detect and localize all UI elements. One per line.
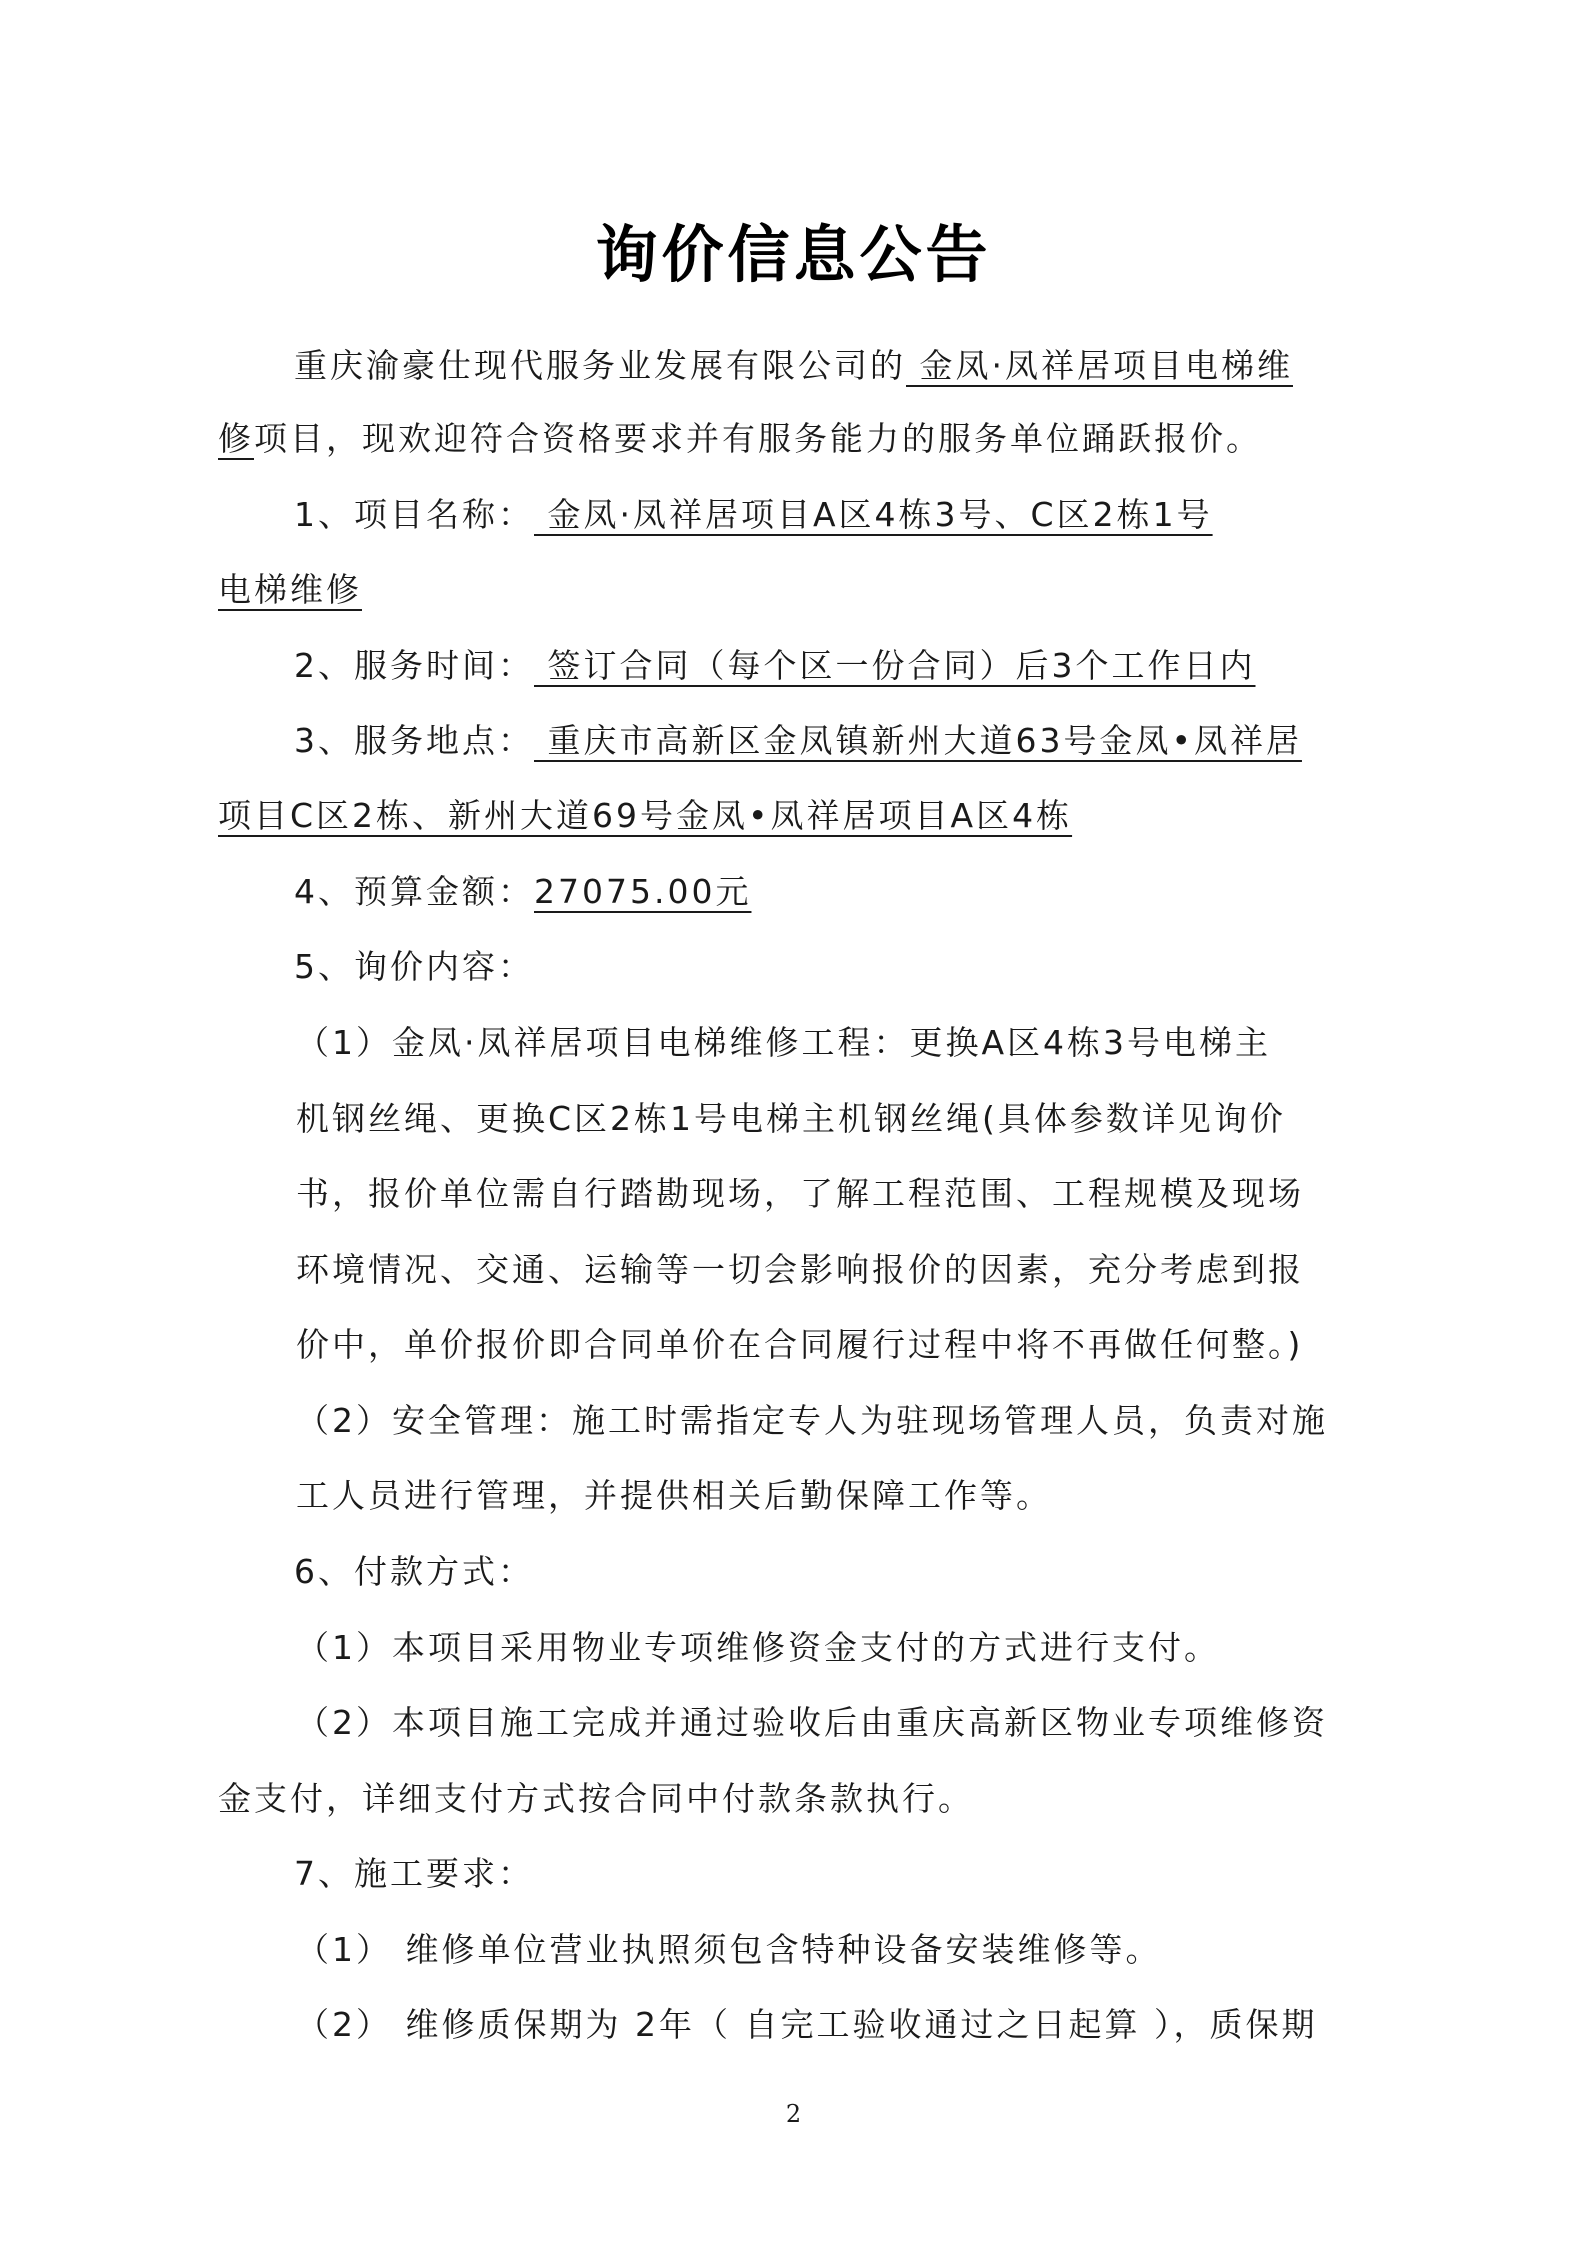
intro-line-2	[218, 418, 1358, 460]
item2-line	[218, 645, 1434, 687]
item7-p2: （2） 维修质保期为 2年（ 自完工验收通过之日起算 ），质保期	[296, 2005, 1318, 2044]
item7-p1: （1） 维修单位营业执照须包含特种设备安装维修等。	[296, 1930, 1162, 1969]
item5-p1-line-1: （1）金凤·凤祥居项目电梯维修工程：更换A区4栋3号电梯主	[296, 1023, 1272, 1062]
item5-label: 5、询价内容：	[294, 947, 534, 986]
item3-label: 3、服务地点：	[294, 721, 534, 760]
item1-value-cont: 电梯维修	[218, 570, 362, 609]
item6-p2-line-1: （2）本项目施工完成并通过验收后由重庆高新区物业专项维修资	[296, 1703, 1328, 1742]
item4-line	[218, 871, 1434, 913]
page-title: 询价信息公告	[595, 218, 992, 291]
item3-line-1	[218, 720, 1434, 762]
item4-label: 4、预算金额：	[294, 872, 534, 911]
item1-value: 金凤·凤祥居项目A区4栋3号、C区2栋1号	[534, 495, 1213, 534]
item2-value: 签订合同（每个区一份合同）后3个工作日内	[534, 646, 1256, 685]
intro-project-name: 金凤·凤祥居项目电梯维	[906, 346, 1293, 385]
item5-p1-line-5: 价中，单价报价即合同单价在合同履行过程中将不再做任何整。)	[296, 1325, 1304, 1364]
item7-label: 7、施工要求：	[294, 1854, 534, 1893]
item6-p2-line-2: 金支付，详细支付方式按合同中付款条款执行。	[218, 1779, 974, 1818]
item4-value: 27075.00元	[534, 872, 752, 911]
item3-value-cont: 项目C区2栋、新州大道69号金凤•凤祥居项目A区4栋	[218, 796, 1073, 835]
item1-line-1	[218, 494, 1434, 536]
item5-p1-line-2: 机钢丝绳、更换C区2栋1号电梯主机钢丝绳(具体参数详见询价	[296, 1099, 1286, 1138]
intro-project-name-cont: 修	[218, 419, 254, 458]
item5-p2-line-1: （2）安全管理：施工时需指定专人为驻现场管理人员，负责对施	[296, 1401, 1328, 1440]
intro-suffix: 项目，现欢迎符合资格要求并有服务能力的服务单位踊跃报价。	[254, 419, 1262, 458]
intro-line-1	[218, 345, 1434, 387]
item6-p1: （1）本项目采用物业专项维修资金支付的方式进行支付。	[296, 1628, 1220, 1667]
item1-label: 1、项目名称：	[294, 495, 534, 534]
item2-label: 2、服务时间：	[294, 646, 534, 685]
item3-line-2	[218, 795, 1358, 837]
item5-p1-line-4: 环境情况、交通、运输等一切会影响报价的因素，充分考虑到报	[296, 1250, 1304, 1289]
item1-line-2	[218, 569, 1358, 611]
item6-label: 6、付款方式：	[294, 1552, 534, 1591]
page-number: 2	[785, 2100, 802, 2128]
intro-prefix: 重庆渝豪仕现代服务业发展有限公司的	[294, 346, 906, 385]
item3-value: 重庆市高新区金凤镇新州大道63号金凤•凤祥居	[534, 721, 1302, 760]
item5-p2-line-2: 工人员进行管理，并提供相关后勤保障工作等。	[296, 1476, 1052, 1515]
item5-p1-line-3: 书，报价单位需自行踏勘现场，了解工程范围、工程规模及现场	[296, 1174, 1304, 1213]
